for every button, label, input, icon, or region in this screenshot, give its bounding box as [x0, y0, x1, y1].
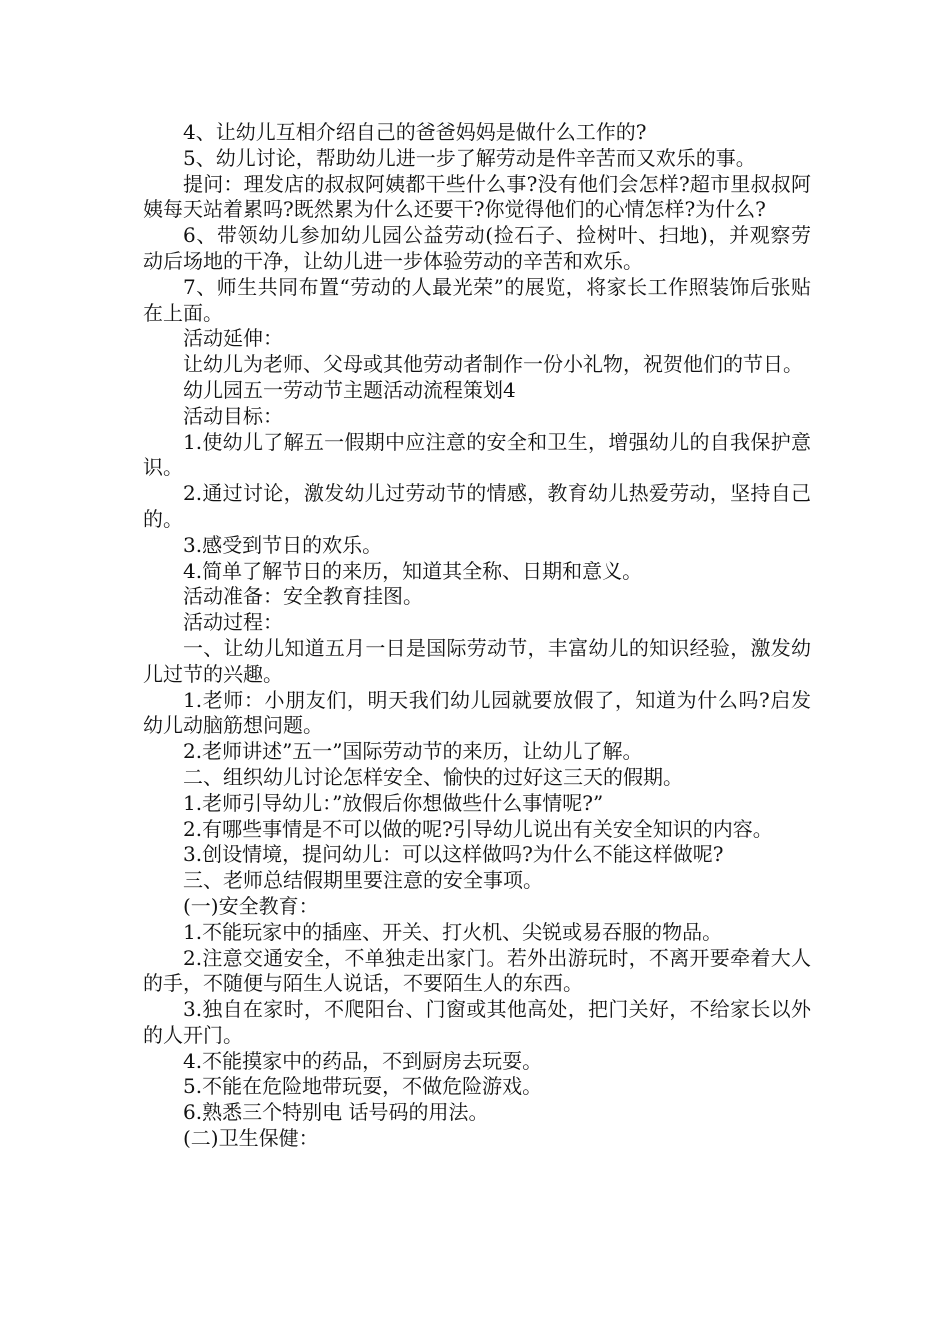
- section-heading: 活动过程：: [183, 610, 283, 635]
- list-item: 4.简单了解节日的来历，知道其全称、日期和意义。: [183, 558, 643, 583]
- list-item: 2.有哪些事情是不可以做的呢?引导幼儿说出有关安全知识的内容。: [183, 816, 773, 841]
- paragraph: 提问：理发店的叔叔阿姨都干些什么事?没有他们会怎样?超市里叔叔阿姨每天站着累吗?既然累为什么还要干?你觉得他们的心情怎样?为什么?: [143, 171, 811, 222]
- list-item: 1.使幼儿了解五一假期中应注意的安全和卫生，增强幼儿的自我保护意识。: [143, 429, 811, 480]
- document-body: [143, 120, 811, 1152]
- section-heading: (二)卫生保健：: [183, 1126, 319, 1151]
- paragraph: 让幼儿为老师、父母或其他劳动者制作一份小礼物，祝贺他们的节日。: [183, 352, 803, 377]
- list-item: 2.注意交通安全，不单独走出家门。若外出游玩时，不离开要牵着大人的手，不随便与陌生人说话，不要陌生人的东西。: [143, 945, 811, 996]
- section-heading: (一)安全教育：: [183, 893, 319, 918]
- list-item: 3.独自在家时，不爬阳台、门窗或其他高处，把门关好，不给家长以外的人开门。: [143, 997, 811, 1047]
- paragraph: 二、组织幼儿讨论怎样安全、愉快的过好这三天的假期。: [183, 764, 683, 789]
- paragraph: 6、带领幼儿参加幼儿园公益劳动(捡石子、捡树叶、扫地)，并观察劳动后场地的干净，让幼儿进一步体验劳动的辛苦和欢乐。: [143, 223, 811, 273]
- paragraph: 一、让幼儿知道五月一日是国际劳动节，丰富幼儿的知识经验，激发幼儿过节的兴趣。: [143, 635, 811, 686]
- list-item: 3.创设情境，提问幼儿：可以这样做吗?为什么不能这样做呢?: [183, 842, 724, 867]
- list-item: 2.老师讲述”五一”国际劳动节的来历，让幼儿了解。: [183, 739, 643, 764]
- section-heading: 活动延伸：: [183, 326, 283, 351]
- list-item: 3.感受到节日的欢乐。: [183, 532, 383, 557]
- paragraph: 三、老师总结假期里要注意的安全事项。: [183, 868, 543, 893]
- list-item: 1.老师引导幼儿：”放假后你想做些什么事情呢?”: [183, 790, 604, 815]
- list-item: 1.不能玩家中的插座、开关、打火机、尖锐或易吞服的物品。: [183, 919, 723, 944]
- list-item: 5.不能在危险地带玩耍，不做危险游戏。: [183, 1074, 543, 1099]
- paragraph: 7、师生共同布置“劳动的人最光荣”的展览，将家长工作照装饰后张贴在上面。: [143, 274, 811, 325]
- paragraph: 4、让幼儿互相介绍自己的爸爸妈妈是做什么工作的?: [183, 120, 647, 144]
- section-heading: 活动准备：安全教育挂图。: [183, 584, 423, 609]
- list-item: 2.通过讨论，激发幼儿过劳动节的情感，教育幼儿热爱劳动，坚持自己的。: [143, 481, 811, 531]
- document-title: 幼儿园五一劳动节主题活动流程策划4: [183, 377, 516, 402]
- section-heading: 活动目标：: [183, 403, 283, 428]
- list-item: 6.熟悉三个特别电 话号码的用法。: [183, 1100, 489, 1125]
- list-item: 1.老师：小朋友们，明天我们幼儿园就要放假了，知道为什么吗?启发幼儿动脑筋想问题。: [143, 687, 811, 738]
- paragraph: 5、幼儿讨论，帮助幼儿进一步了解劳动是件辛苦而又欢乐的事。: [183, 145, 756, 170]
- list-item: 4.不能摸家中的药品，不到厨房去玩耍。: [183, 1048, 543, 1073]
